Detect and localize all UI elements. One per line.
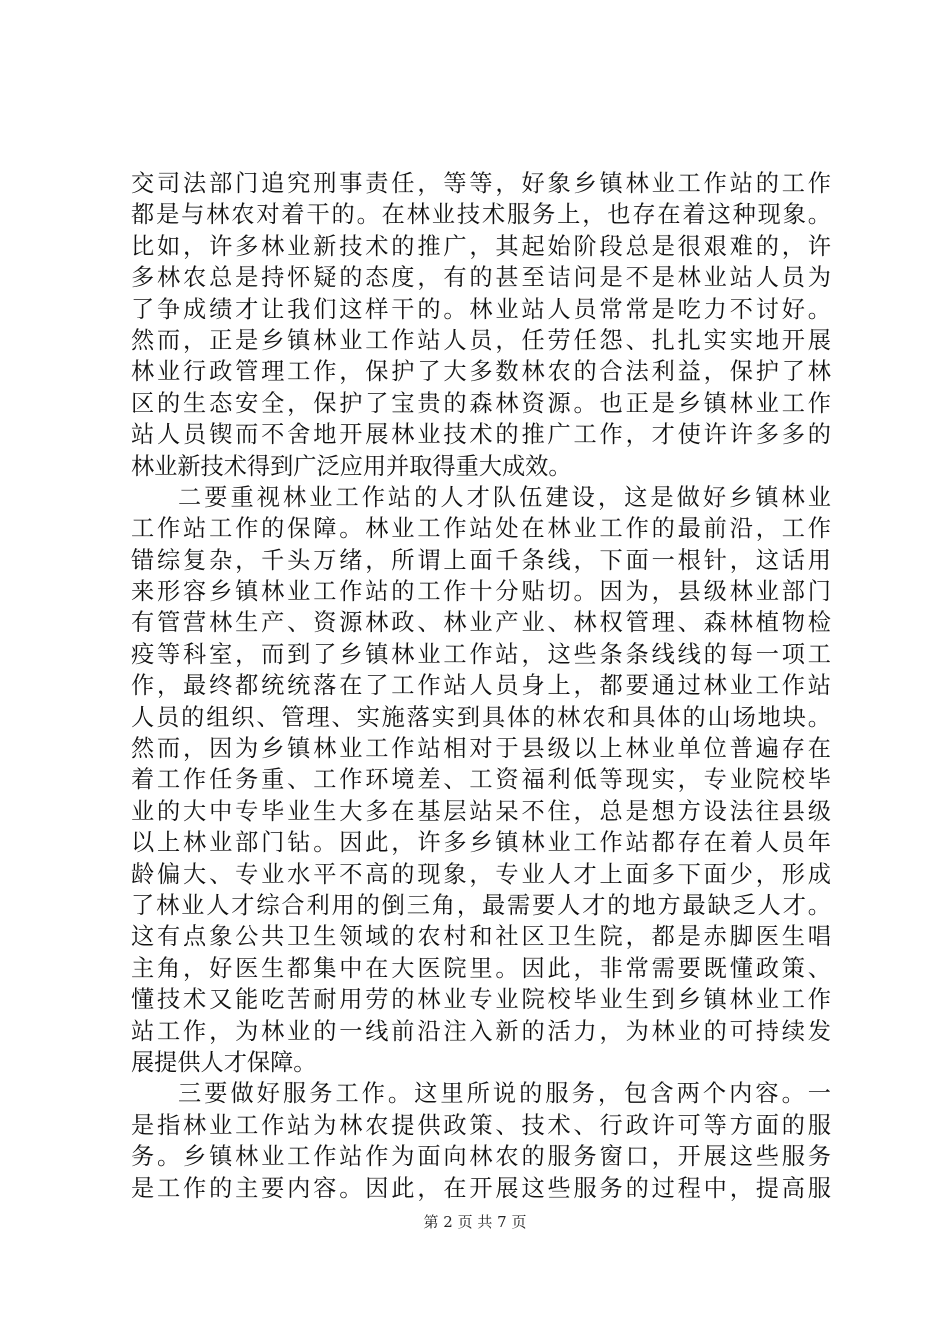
- text-line: 作，最终都统统落在了工作站人员身上，都要通过林业工作站: [131, 672, 831, 700]
- text-line: 着工作任务重、工作环境差、工资福利低等现实，专业院校毕: [131, 766, 831, 794]
- text-line: 展提供人才保障。: [131, 1048, 317, 1076]
- body-text: [131, 168, 831, 1204]
- text-line: 错综复杂，千头万绪，所谓上面千条线，下面一根针，这话用: [131, 546, 831, 574]
- text-line: 来形容乡镇林业工作站的工作十分贴切。因为，县级林业部门: [131, 578, 831, 606]
- text-line: 林业新技术得到广泛应用并取得重大成效。: [131, 452, 572, 480]
- text-line: 区的生态安全，保护了宝贵的森林资源。也正是乡镇林业工作: [131, 389, 831, 417]
- text-line: 有管营林生产、资源林政、林业产业、林权管理、森林植物检: [131, 609, 831, 637]
- text-line: 了争成绩才让我们这样干的。林业站人员常常是吃力不讨好。: [131, 295, 831, 323]
- text-line: 人员的组织、管理、实施落实到具体的林农和具体的山场地块。: [131, 703, 831, 731]
- text-line: 然而，因为乡镇林业工作站相对于县级以上林业单位普遍存在: [131, 735, 831, 763]
- text-line: 懂技术又能吃苦耐用劳的林业专业院校毕业生到乡镇林业工作: [131, 986, 831, 1014]
- text-line: 了林业人才综合利用的倒三角，最需要人才的地方最缺乏人才。: [131, 891, 831, 919]
- text-line: 务。乡镇林业工作站作为面向林农的服务窗口，开展这些服务: [131, 1143, 831, 1171]
- text-line: 主角，好医生都集中在大医院里。因此，非常需要既懂政策、: [131, 954, 831, 982]
- text-line: 交司法部门追究刑事责任，等等，好象乡镇林业工作站的工作: [131, 170, 831, 197]
- text-line: 是工作的主要内容。因此，在开展这些服务的过程中，提高服: [131, 1174, 831, 1202]
- text-line: 是指林业工作站为林农提供政策、技术、行政许可等方面的服: [131, 1111, 831, 1139]
- text-line: 业的大中专毕业生大多在基层站呆不住，总是想方设法往县级: [131, 797, 831, 825]
- text-line: 这有点象公共卫生领域的农村和社区卫生院，都是赤脚医生唱: [131, 923, 831, 951]
- paragraph-start-line: 三要做好服务工作。这里所说的服务，包含两个内容。一: [178, 1080, 831, 1108]
- text-line: 然而，正是乡镇林业工作站人员，任劳任怨、扎扎实实地开展: [131, 326, 831, 354]
- text-line: 比如，许多林业新技术的推广，其起始阶段总是很艰难的，许: [131, 232, 831, 260]
- text-line: 都是与林农对着干的。在林业技术服务上，也存在着这种现象。: [131, 201, 831, 229]
- paragraph-start-line: 二要重视林业工作站的人才队伍建设，这是做好乡镇林业: [178, 483, 831, 511]
- text-line: 站人员锲而不舍地开展林业技术的推广工作，才使许许多多的: [131, 421, 831, 449]
- text-line: 站工作，为林业的一线前沿注入新的活力，为林业的可持续发: [131, 1017, 831, 1045]
- text-line: 龄偏大、专业水平不高的现象，专业人才上面多下面少，形成: [131, 860, 831, 888]
- text-line: 工作站工作的保障。林业工作站处在林业工作的最前沿，工作: [131, 515, 831, 543]
- text-line: 疫等科室，而到了乡镇林业工作站，这些条条线线的每一项工: [131, 640, 831, 668]
- text-line: 多林农总是持怀疑的态度，有的甚至诘问是不是林业站人员为: [131, 264, 831, 292]
- page-number-footer: 第 2 页 共 7 页: [423, 1213, 527, 1231]
- text-line: 林业行政管理工作，保护了大多数林农的合法利益，保护了林: [131, 358, 831, 386]
- text-line: 以上林业部门钻。因此，许多乡镇林业工作站都存在着人员年: [131, 829, 831, 857]
